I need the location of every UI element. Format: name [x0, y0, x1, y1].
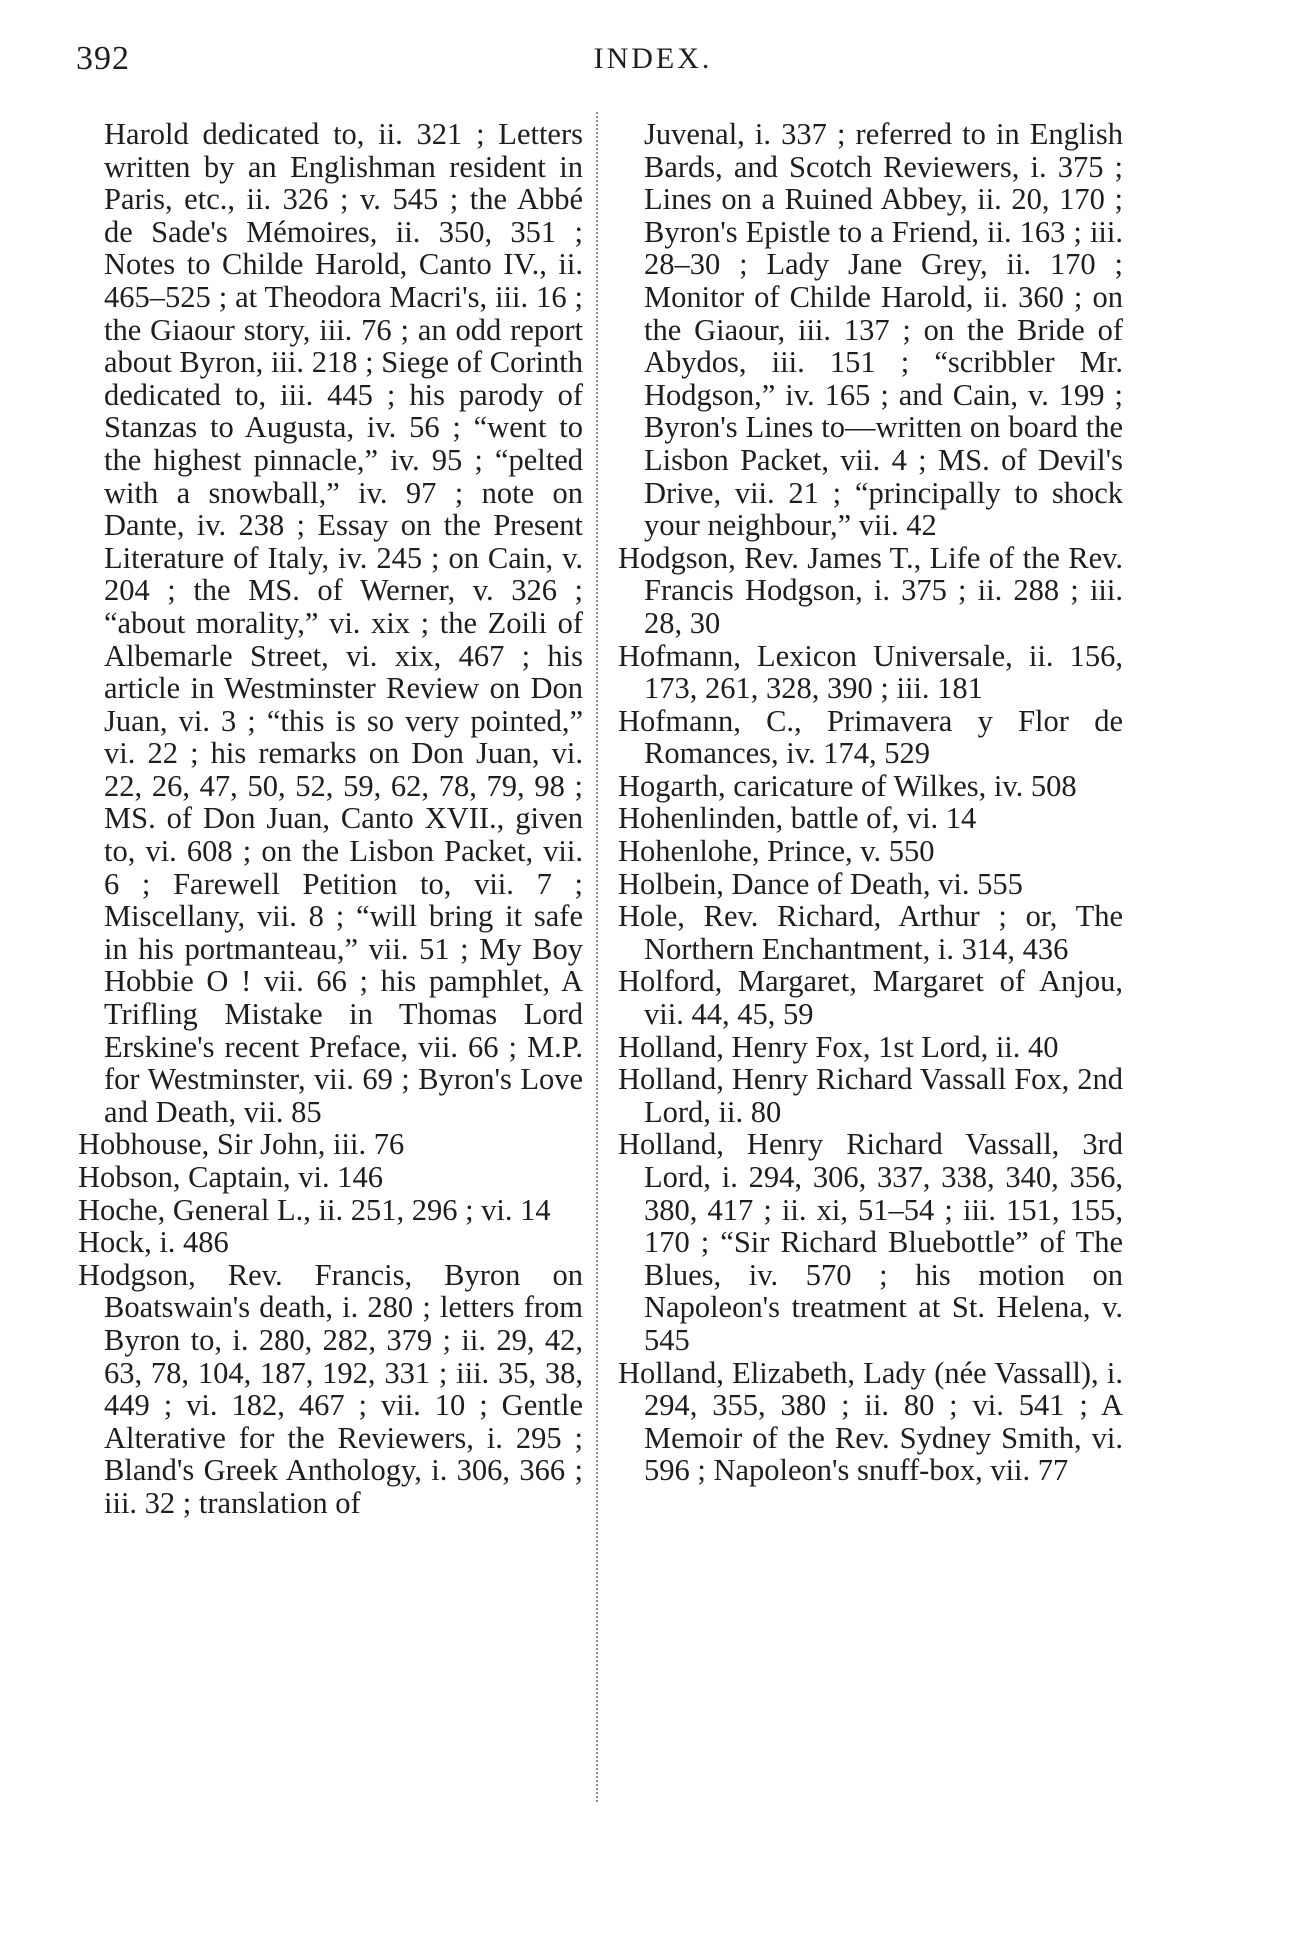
index-entry: Hofmann, Lexicon Universale, ii. 156, 173, 261, 328, 390 ; iii. 181 [618, 638, 1123, 706]
index-entry: Hodgson, Rev. Francis, Byron on Boatswain's death, i. 280 ; letters from Byron to, i. 280, 282, 379 ; ii. 29, 42, 63, 78, 104, 187, 192, 331 ; iii. 35, 38, 449 ; vi. 182, 467 ; vii. 10 ; Gentle Alterative for the Reviewers, i. 295 ; Bland's Greek Anthology, i. 306, 366 ; iii. 32 ; translation of [78, 1257, 583, 1520]
index-entry-continued: Harold dedicated to, ii. 321 ; Letters written by an Englishman resident in Paris, etc., ii. 326 ; v. 545 ; the Abbé de Sade's Mémoires, ii. 350, 351 ; Notes to Childe Harold, Canto IV., ii. 465–525 ; at Theodora Macri's, iii. 16 ; the Giaour story, iii. 76 ; an odd report about Byron, iii. 218 ; Siege of Corinth dedicated to, iii. 445 ; his parody of Stanzas to Augusta, iv. 56 ; “went to the highest pinnacle,” iv. 95 ; “pelted with a snowball,” iv. 97 ; note on Dante, iv. 238 ; Essay on the Present Literature of Italy, iv. 245 ; on Cain, v. 204 ; the MS. of Werner, v. 326 ; “about morality,” vi. xix ; the Zoili of Albemarle Street, vi. xix, 467 ; his article in Westminster Review on Don Juan, vi. 3 ; “this is so very pointed,” vi. 22 ; his remarks on Don Juan, vi. 22, 26, 47, 50, 52, 59, 62, 78, 79, 98 ; MS. of Don Juan, Canto XVII., given to, vi. 608 ; on the Lisbon Packet, vii. 6 ; Farewell Petition to, vii. 7 ; Miscellany, vii. 8 ; “will bring it safe in his portmanteau,” vii. 51 ; My Boy Hobbie O ! vii. 66 ; his pamphlet, A Trifling Mistake in Thomas Lord Erskine's recent Preface, vii. 66 ; M.P. for Westminster, vii. 69 ; Byron's Love and Death, vii. 85 [104, 117, 583, 1129]
index-entry: Hogarth, caricature of Wilkes, iv. 508 [618, 768, 1077, 803]
index-entry: Holland, Henry Richard Vassall, 3rd Lord, i. 294, 306, 337, 338, 340, 356, 380, 417 ; ii. xi, 51–54 ; iii. 151, 155, 170 ; “Sir Richard Bluebottle” of The Blues, iv. 570 ; his motion on Napoleon's treatment at St. Helena, v. 545 [618, 1127, 1123, 1357]
index-entry: Hodgson, Rev. James T., Life of the Rev. Francis Hodgson, i. 375 ; ii. 288 ; iii. 28, 30 [618, 540, 1123, 640]
index-entry: Holland, Henry Fox, 1st Lord, ii. 40 [618, 1029, 1059, 1064]
index-entry: Holland, Henry Richard Vassall Fox, 2nd Lord, ii. 80 [618, 1062, 1123, 1129]
column-divider [596, 112, 598, 1802]
running-head: INDEX. [593, 42, 713, 75]
index-entry: Hobson, Captain, vi. 146 [78, 1160, 383, 1194]
index-entry: Hock, i. 486 [78, 1225, 229, 1260]
index-column-left [78, 118, 583, 1520]
page-number: 392 [76, 40, 130, 77]
index-entry: Hohenlinden, battle of, vi. 14 [618, 801, 977, 836]
index-entry: Hohenlohe, Prince, v. 550 [618, 834, 935, 869]
index-entry-continued: Juvenal, i. 337 ; referred to in English Bards, and Scotch Reviewers, i. 375 ; Lines on a Ruined Abbey, ii. 20, 170 ; Byron's Epistle to a Friend, ii. 163 ; iii. 28–30 ; Lady Jane Grey, ii. 170 ; Monitor of Childe Harold, ii. 360 ; on the Giaour, iii. 137 ; on the Bride of Abydos, iii. 151 ; “scribbler Mr. Hodgson,” iv. 165 ; and Cain, v. 199 ; Byron's Lines to—written on board the Lisbon Packet, vii. 4 ; MS. of Devil's Drive, vii. 21 ; “principally to shock your neighbour,” vii. 42 [644, 117, 1123, 543]
index-entry: Holland, Elizabeth, Lady (née Vassall), i. 294, 355, 380 ; ii. 80 ; vi. 541 ; A Memoir of the Rev. Sydney Smith, vi. 596 ; Napoleon's snuff-box, vii. 77 [618, 1355, 1123, 1488]
index-entry: Hoche, General L., ii. 251, 296 ; vi. 14 [78, 1192, 551, 1227]
index-entry: Holford, Margaret, Margaret of Anjou, vii. 44, 45, 59 [618, 964, 1123, 1032]
index-entry: Hobhouse, Sir John, iii. 76 [78, 1127, 405, 1162]
index-column-right [618, 118, 1123, 1487]
index-entry: Hofmann, C., Primavera y Flor de Romances, iv. 174, 529 [618, 703, 1123, 771]
index-entry: Holbein, Dance of Death, vi. 555 [618, 866, 1023, 901]
index-entry: Hole, Rev. Richard, Arthur ; or, The Northern Enchantment, i. 314, 436 [618, 899, 1123, 966]
